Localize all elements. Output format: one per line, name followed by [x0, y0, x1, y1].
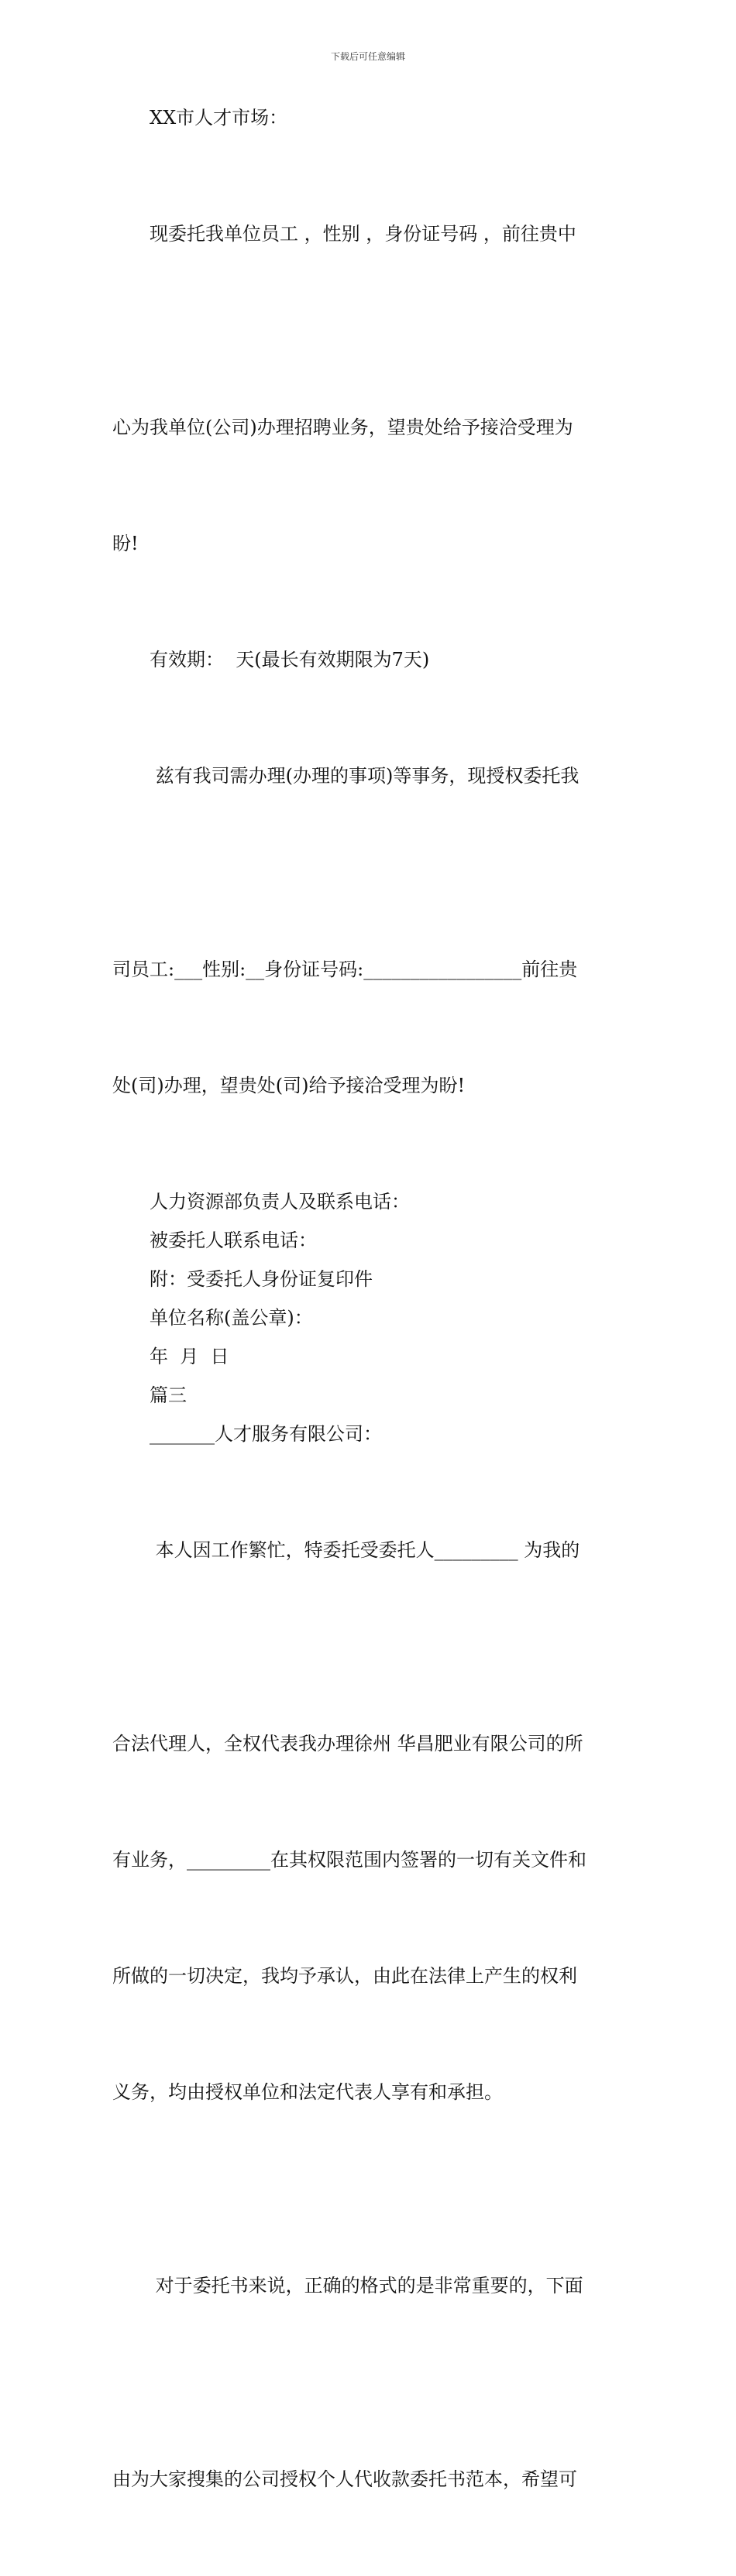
paragraph-closing [112, 2189, 628, 2382]
paragraph-authorization [112, 679, 628, 873]
attachment-line: 附：受委托人身份证复印件 [150, 1268, 373, 1290]
paragraph-line: 对于委托书来说，正确的格式的是非常重要的，下面 [150, 2275, 583, 2296]
paragraph-line: 司员工:___性别:__身份证号码:_________________前往贵 [112, 959, 578, 980]
paragraph-power-of-attorney [112, 1453, 628, 1647]
hr-contact-line: 人力资源部负责人及联系电话： [150, 1191, 410, 1213]
paragraph-line: 盼! [112, 533, 139, 554]
page-header-note: 下载后可任意编辑 [330, 51, 405, 62]
paragraph-line: 心为我单位(公司)办理招聘业务，望贵处给予接洽受理为 [112, 417, 573, 438]
section-title: 篇三 [150, 1384, 187, 1406]
paragraph-line: 兹有我司需办理(办理的事项)等事务，现授权委托我 [150, 765, 580, 787]
addressee-line-2: _______人才服务有限公司： [150, 1423, 382, 1445]
paragraph-line: 处(司)办理，望贵处(司)给予接洽受理为盼! [112, 1075, 466, 1096]
paragraph-line: 合法代理人，全权代表我办理徐州 华昌肥业有限公司的所 [112, 1733, 583, 1754]
date-line: 年 月 日 [150, 1346, 229, 1367]
agent-contact-line: 被委托人联系电话： [150, 1230, 317, 1251]
paragraph-line: 所做的一切决定，我均予承认，由此在法律上产生的权利 [112, 1965, 577, 1987]
paragraph-line: 有业务，_________在其权限范围内签署的一切有关文件和 [112, 1849, 586, 1871]
paragraph-closing-cont [112, 2382, 628, 2576]
paragraph-entrustment [112, 137, 628, 331]
paragraph-entrustment-cont [112, 331, 628, 640]
paragraph-authorization-cont [112, 873, 628, 1182]
paragraph-line: 本人因工作繁忙，特委托受委托人_________ 为我的 [150, 1539, 580, 1561]
validity-line: 有效期： 天(最长有效期限为7天) [150, 649, 430, 671]
paragraph-power-of-attorney-cont [112, 1647, 628, 2189]
unit-name-line: 单位名称(盖公章)： [150, 1307, 313, 1329]
paragraph-line: 现委托我单位员工 ，性别 ，身份证号码 ，前往贵中 [150, 223, 576, 245]
addressee-line: XX市人才市场： [150, 107, 288, 129]
document-body [112, 98, 628, 2576]
paragraph-line: 由为大家搜集的公司授权个人代收款委托书范本，希望可 [112, 2468, 577, 2490]
paragraph-line: 义务，均由授权单位和法定代表人享有和承担。 [112, 2081, 503, 2103]
